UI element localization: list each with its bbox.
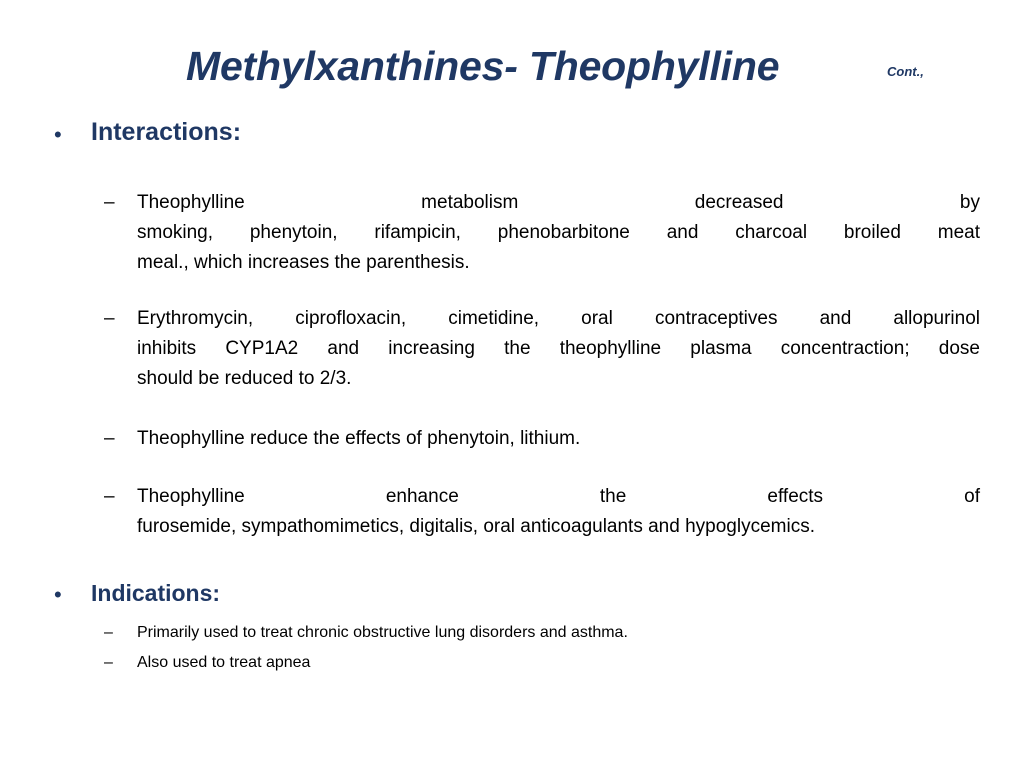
text-line: Primarily used to treat chronic obstructive lung disorders and asthma.	[137, 624, 628, 641]
text-line: Theophylline metabolism decreased by	[137, 192, 980, 213]
title-continued-label: Cont.,	[887, 64, 924, 79]
list-item-text	[137, 304, 980, 394]
list-item-text	[137, 618, 980, 648]
text-line: Also used to treat apnea	[137, 654, 311, 671]
section-heading-indications: Indications:	[91, 580, 221, 606]
list-item-text	[137, 188, 980, 278]
text-line: Theophylline reduce the effects of phenytoin, lithium.	[137, 428, 581, 449]
list-item-text	[137, 648, 980, 678]
dash-icon: –	[104, 308, 115, 329]
text-line: Erythromycin, ciprofloxacin, cimetidine, oral contraceptives and allopurinol	[137, 308, 980, 329]
title-row	[0, 38, 1024, 98]
dash-icon: –	[104, 428, 115, 449]
list-item-text	[137, 424, 980, 454]
slide-title: Methylxanthines- Theophylline	[186, 43, 780, 89]
text-line: inhibits CYP1A2 and increasing the theophylline plasma concentraction; dose	[137, 338, 980, 359]
text-line: meal., which increases the parenthesis.	[137, 252, 470, 273]
text-line: should be reduced to 2/3.	[137, 368, 352, 389]
list-item-text	[137, 482, 980, 542]
dash-icon: –	[104, 192, 115, 213]
text-line: smoking, phenytoin, rifampicin, phenobarbitone and charcoal broiled meat	[137, 222, 980, 243]
bullet-icon: •	[54, 122, 62, 147]
dash-icon: –	[104, 624, 113, 641]
text-line: furosemide, sympathomimetics, digitalis, oral anticoagulants and hypoglycemics.	[137, 516, 815, 537]
section-heading-interactions: Interactions:	[91, 118, 242, 146]
dash-icon: –	[104, 486, 115, 507]
dash-icon: –	[104, 654, 113, 671]
text-line: Theophylline enhance the effects of	[137, 486, 980, 507]
bullet-icon: •	[54, 582, 62, 607]
